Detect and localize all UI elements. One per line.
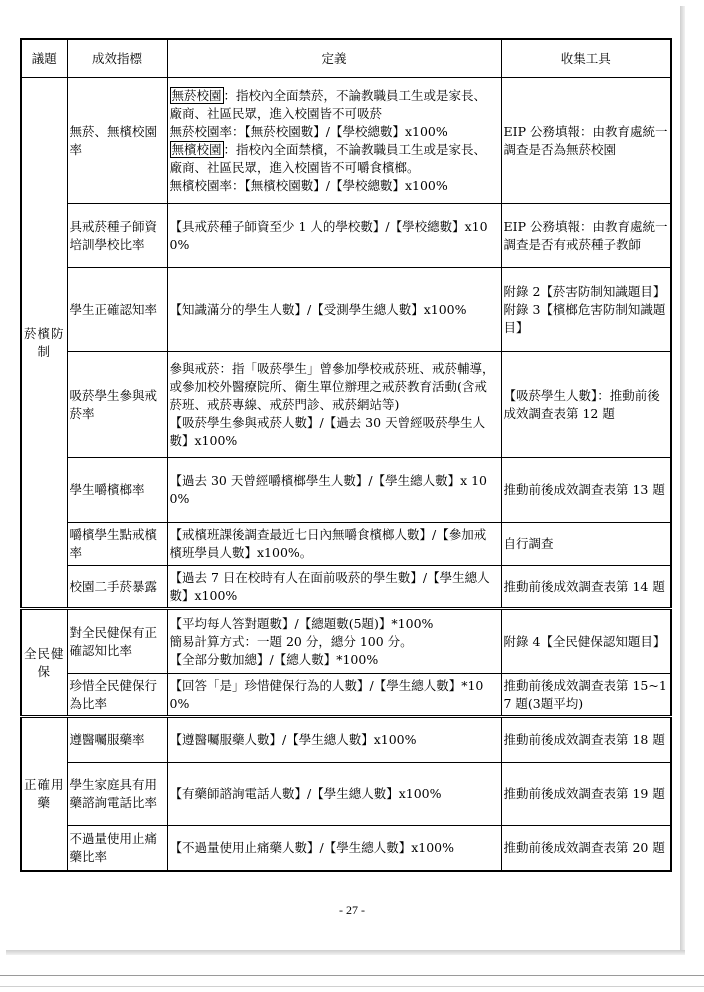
definition-cell: 【過去 7 日在校時有人在面前吸菸的學生數】/【學生總人數】x100% bbox=[167, 566, 501, 609]
definition-cell: 【戒檳班課後調查最近七日內無嚼食檳榔人數】/【參加戒檳班學員人數】x100%。 bbox=[167, 523, 501, 566]
indicator-cell: 具戒菸種子師資培訓學校比率 bbox=[67, 204, 167, 268]
footer-divider bbox=[0, 986, 704, 987]
table-row bbox=[21, 523, 671, 566]
tool-cell: EIP 公務填報：由教育處統一調查是否有戒菸種子教師 bbox=[501, 204, 671, 268]
tool-cell: 附錄 4【全民健保認知題目】 bbox=[501, 609, 671, 674]
topic-cell: 全民健保 bbox=[21, 609, 67, 717]
indicator-cell: 學生正確認知率 bbox=[67, 268, 167, 352]
table-row bbox=[21, 826, 671, 871]
table-row bbox=[21, 458, 671, 523]
term-box: 無檳校園 bbox=[171, 141, 222, 157]
topic-cell: 正確用藥 bbox=[21, 717, 67, 871]
definition-cell: 【遵醫囑服藥人數】/【學生總人數】x100% bbox=[167, 717, 501, 763]
definition-cell: 【有藥師諮詢電話人數】/【學生總人數】x100% bbox=[167, 763, 501, 826]
header-indicator: 成效指標 bbox=[67, 39, 167, 78]
definition-text: 簡易計算方式：一題 20 分，總分 100 分。 bbox=[169, 633, 413, 649]
table-row bbox=[21, 78, 671, 204]
definition-formula: 無檳校園率：【無檳校園數】/【學校總數】x100% bbox=[169, 177, 448, 193]
indicator-cell: 學生嚼檳榔率 bbox=[67, 458, 167, 523]
tool-cell: 推動前後成效調查表第 13 題 bbox=[501, 458, 671, 523]
tool-cell: EIP 公務填報：由教育處統一調查是否為無菸校園 bbox=[501, 78, 671, 204]
indicator-cell: 嚼檳學生點戒檳率 bbox=[67, 523, 167, 566]
definition-formula: 【吸菸學生參與戒菸人數】/【過去 30 天曾經吸菸學生人數】x100% bbox=[169, 414, 486, 448]
header-definition: 定義 bbox=[167, 39, 501, 78]
tool-cell: 推動前後成效調查表第 19 題 bbox=[501, 763, 671, 826]
definition-formula: 【平均每人答對題數】/【總題數(5題)】*100% bbox=[169, 615, 434, 631]
tool-cell bbox=[501, 268, 671, 352]
definition-cell: 【過去 30 天曾經嚼檳榔學生人數】/【學生總人數】x 100% bbox=[167, 458, 501, 523]
indicator-cell: 無菸、無檳校園率 bbox=[67, 78, 167, 204]
definition-cell: 【不過量使用止痛藥人數】/【學生總人數】x100% bbox=[167, 826, 501, 871]
page-shadow-bottom bbox=[6, 950, 685, 955]
definition-formula: 無菸校園率：【無菸校園數】/【學校總數】x100% bbox=[169, 123, 448, 139]
tool-cell: 【吸菸學生人數】：推動前後成效調查表第 12 題 bbox=[501, 352, 671, 458]
table-header-row bbox=[21, 39, 671, 78]
definition-text: 參與戒菸：指「吸菸學生」曾參加學校戒菸班、戒菸輔導，或參加校外醫療院所、衛生單位辦理之戒菸教育活動(含戒菸班、戒菸專線、戒菸門診、戒菸網站等) bbox=[169, 360, 495, 412]
tool-line: 附錄 2【菸害防制知識題目】 bbox=[503, 283, 666, 299]
definition-formula: 【全部分數加總】/【總人數】*100% bbox=[169, 651, 379, 667]
page-number: - 27 - bbox=[339, 903, 365, 917]
tool-line: 附錄 3【檳榔危害防制知識題目】 bbox=[503, 301, 666, 335]
definition-cell bbox=[167, 352, 501, 458]
bottom-divider bbox=[0, 975, 704, 976]
table-row bbox=[21, 566, 671, 609]
indicator-cell: 校園二手菸暴露 bbox=[67, 566, 167, 609]
table-row bbox=[21, 717, 671, 763]
indicator-table bbox=[20, 38, 672, 872]
tool-cell: 推動前後成效調查表第 15~17 題(3題平均) bbox=[501, 674, 671, 717]
tool-cell: 推動前後成效調查表第 18 題 bbox=[501, 717, 671, 763]
definition-cell: 【具戒菸種子師資至少 1 人的學校數】/【學校總數】x100% bbox=[167, 204, 501, 268]
term-box: 無菸校園 bbox=[171, 87, 222, 103]
indicator-cell: 不過量使用止痛藥比率 bbox=[67, 826, 167, 871]
table-row bbox=[21, 268, 671, 352]
tool-cell: 推動前後成效調查表第 20 題 bbox=[501, 826, 671, 871]
indicator-cell: 對全民健保有正確認知比率 bbox=[67, 609, 167, 674]
definition-cell bbox=[167, 78, 501, 204]
indicator-cell: 珍惜全民健保行為比率 bbox=[67, 674, 167, 717]
topic-cell: 菸檳防制 bbox=[21, 78, 67, 609]
table-row bbox=[21, 609, 671, 674]
indicator-cell: 遵醫囑服藥率 bbox=[67, 717, 167, 763]
indicator-cell: 吸菸學生參與戒菸率 bbox=[67, 352, 167, 458]
page-shadow-right bbox=[680, 6, 685, 954]
header-topic: 議題 bbox=[21, 39, 67, 78]
definition-cell bbox=[167, 609, 501, 674]
definition-text: ：指校內全面禁檳，不論教職員工生或是家長、廠商、社區民眾，進入校園皆不可嚼食檳榔。 bbox=[169, 141, 487, 175]
definition-cell: 【知識滿分的學生人數】/【受測學生總人數】x100% bbox=[167, 268, 501, 352]
tool-cell: 推動前後成效調查表第 14 題 bbox=[501, 566, 671, 609]
tool-cell: 自行調查 bbox=[501, 523, 671, 566]
header-tool: 收集工具 bbox=[501, 39, 671, 78]
table-row bbox=[21, 674, 671, 717]
table-row bbox=[21, 763, 671, 826]
table-row bbox=[21, 204, 671, 268]
definition-text: ：指校內全面禁菸，不論教職員工生或是家長、廠商、社區民眾，進入校園皆不可吸菸 bbox=[169, 87, 487, 121]
indicator-cell: 學生家庭具有用藥諮詢電話比率 bbox=[67, 763, 167, 826]
definition-cell: 【回答「是」珍惜健保行為的人數】/【學生總人數】*100% bbox=[167, 674, 501, 717]
table-row bbox=[21, 352, 671, 458]
